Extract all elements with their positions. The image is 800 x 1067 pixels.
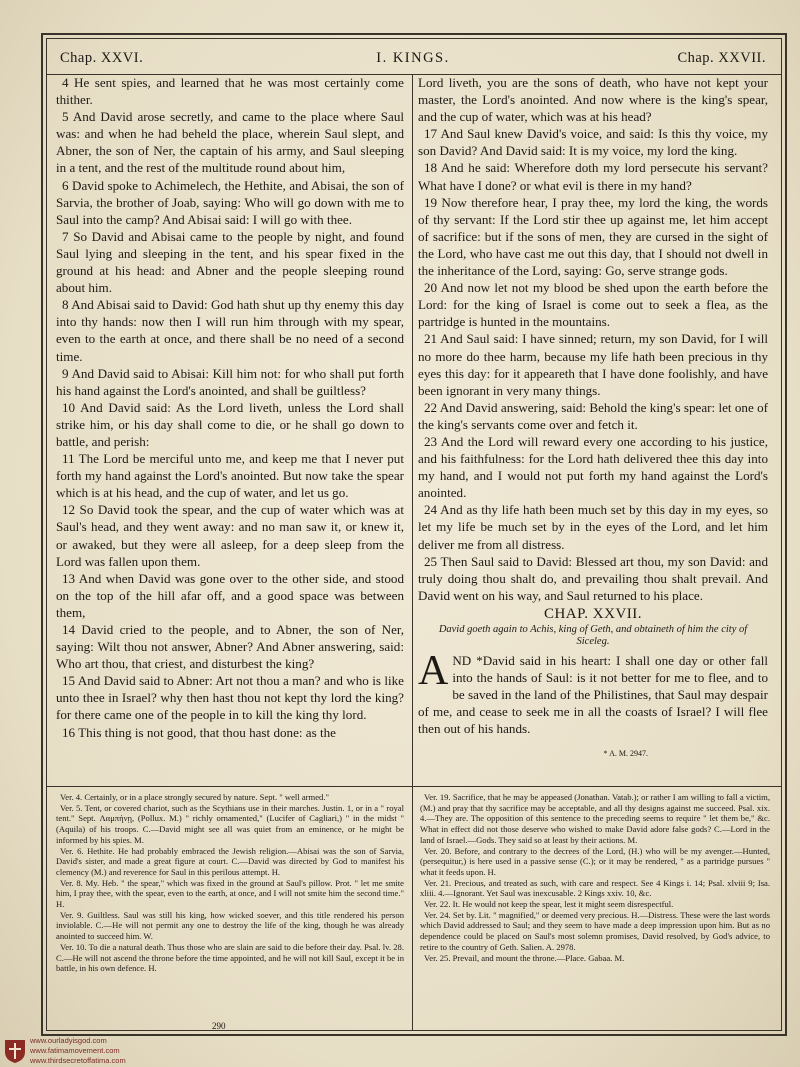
verse: 6 David spoke to Achimelech, the Hethite, and Abisai, the son of Sarvia, the brother of Joab, saying: Who will go down with me to Saul into the camp? And Abisai said: I will go with thee. xyxy=(56,177,404,227)
verse: 17 And Saul knew David's voice, and said: Is this thy voice, my son David? And David said: It is my voice, my lord the king. xyxy=(418,126,768,159)
verse: 25 Then Saul said to David: Blessed art thou, my son David: and truly doing thou shalt do, and prevailing thou shalt prevail. And David went on his way, and Saul returned to his place. xyxy=(418,553,768,603)
note: Ver. 22. It. He would not keep the spear, lest it might seem disrespectful. xyxy=(424,899,674,910)
commentary-notes-right xyxy=(420,792,770,963)
verse: 13 And when David was gone over to the other side, and stood on the top of the hill afar off, and a good space was between them, xyxy=(56,570,404,620)
running-head-right: Chap. XXVII. xyxy=(677,50,766,66)
text-column-left xyxy=(56,74,404,741)
verse-continued: Lord liveth, you are the sons of death, who have not kept your master, the Lord's anointed. And now where is the king's spear, and the cup of water, which was at his head? xyxy=(418,75,768,125)
note: Ver. 4. Certainly, or in a place strongly secured by nature. Sept. " well armed." xyxy=(60,792,329,802)
verse: 23 And the Lord will reward every one according to his justice, and his faithfulness: for the Lord hath delivered thee this day into my hand, and I would not put forth my hand against the Lord's anointed. xyxy=(418,433,768,501)
notes-rule xyxy=(46,786,782,787)
drop-cap: A xyxy=(418,647,449,694)
note: Ver. 20. Before, and contrary to the decrees of the Lord, (H.) who will be my avenger.—Hunted, (persequitur,) is here used in a passive sense (C.); or it may be rendered, " as a partridge pursues " what it feeds upon. H. xyxy=(420,845,770,877)
verse: 8 And Abisai said to David: God hath shut up thy enemy this day into thy hands: now then I will run him through with my spear, even to the earth at once, and there shall be no need of a second time. xyxy=(56,297,404,364)
note: Ver. 19. Sacrifice, that he may be appeased (Jonathan. Vatab.); or rather I am willing to fall a victim, (M.) and pray that thy sacrifice may be acceptable, and all thy designs against me succeed. Psal. xix. 4.—They are. The opposition of this sentence to the preceding seems to require " let them be," &c. What in effect did not those deserve who wished to make David adore false gods? C.—Lord in the land of Israel.—Gods. They said so at least by their actions. M. xyxy=(420,792,770,845)
verse: 18 And he said: Wherefore doth my lord persecute his servant? What have I done? or what evil is there in my hand? xyxy=(418,160,768,193)
verse: 7 So David and Abisai came to the people by night, and found Saul lying and sleeping in the tent, and his spear fixed in the ground at his head: and Abner and the people sleeping round about him. xyxy=(56,228,404,296)
watermark-links xyxy=(30,1036,126,1066)
running-head-book: I. KINGS. xyxy=(376,50,450,66)
verse: 16 This thing is not good, that thou hast done: as the xyxy=(62,724,336,740)
site-watermark xyxy=(2,1034,232,1067)
chapter-first-verse xyxy=(418,647,768,737)
verse: 22 And David answering, said: Behold the king's spear: let one of the king's servants come over and fetch it. xyxy=(418,399,768,432)
verse: 5 And David arose secretly, and came to the place where Saul was: and when he had beheld the place, wherein Saul slept, and Abner, the son of Ner, the captain of his army, and Saul sleeping in a tent, and the rest of the multitude round about him, xyxy=(56,109,404,176)
watermark-link[interactable]: www.fatimamovement.com xyxy=(30,1046,120,1055)
column-divider xyxy=(412,74,413,786)
commentary-notes-left xyxy=(56,792,404,974)
verse: 20 And now let not my blood be shed upon the earth before the Lord: for the king of Israel is come out to seek a flea, as the partridge is hunted in the mountains. xyxy=(418,280,768,330)
verse: 24 And as thy life hath been much set by this day in my eyes, so let my life be much set by in the eyes of the Lord, and let him deliver me from all distress. xyxy=(418,502,768,552)
page-number: 290 xyxy=(212,1021,226,1031)
verse: 14 David cried to the people, and to Abner, the son of Ner, saying: Wilt thou not answer, Abner? And Abner answering, said: Who art thou, that criest, and disturbest the king? xyxy=(56,622,404,672)
note: Ver. 24. Set by. Lit. " magnified," or deemed very precious. H.—Distress. These were the last words which David addressed to Saul; and they seem to have made a deep impression upon him. But as no dependence could be placed on Saul's most solemn promises, David resolved, by God's advice, to retire to the country of Geth. Salien. A. 2978. xyxy=(420,909,770,952)
shield-cross-icon xyxy=(4,1038,26,1064)
note: Ver. 8. My. Heb. " the spear," which was fixed in the ground at Saul's pillow. Prot. " let me smite him, I pray thee, with the spear, even to the earth, at once, and I will not smite him the second time." H. xyxy=(56,877,404,910)
verse: 21 And Saul said: I have sinned; return, my son David, for I will no more do thee harm, because my life hath been precious in thy eyes this day: for it appeareth that I have done foolishly, and have been ignorant in very many things. xyxy=(418,331,768,398)
note: Ver. 5. Tent, or covered chariot, such as the Scythians use in their marches. Justin. 1, or in a " royal tent." Sept. Λαμπήνῃ, (Pollux. M.) " richly ornamented," (Lucifer of Cagliari,) " in the midst " (Aquila) of his troops. C.—David might see all was quiet from an eminence, or he might be informed by his spies. M. xyxy=(56,802,404,845)
running-head-left: Chap. XXVI. xyxy=(60,50,144,66)
text-column-right xyxy=(418,74,768,762)
note: Ver. 9. Guiltless. Saul was still his king, how wicked soever, and this title rendered his person inviolable. C.—He will not permit any one to destroy the life of the king, though he was already anointed to succeed him. W. xyxy=(56,909,404,942)
verse: 11 The Lord be merciful unto me, and keep me that I never put forth my hand against the Lord's anointed. But now take the spear which is at his head, and the cup of water, and let us go. xyxy=(56,451,404,501)
note: Ver. 21. Precious, and treated as such, with care and respect. See 4 Kings i. 14; Psal. xlviii 9; Isa. xliii. 4.—Ignorant. Yet Saul was inexcusable. 2 Kings xxiv. 10, &c. xyxy=(420,877,770,899)
watermark-link[interactable]: www.ourladyisgod.com xyxy=(30,1036,107,1045)
running-head xyxy=(60,50,766,72)
notes-column-divider xyxy=(412,786,413,1031)
chapter-summary: David goeth again to Achis, king of Geth, and obtaineth of him the city of Siceleg. xyxy=(438,623,748,648)
note: Ver. 10. To die a natural death. Thus those who are slain are said to die before their day. Psal. lv. 28. C.—He will not ascend the throne before the time appointed, and he will not kill Saul, except it be in battle, in his own defence. H. xyxy=(56,941,404,974)
note: Ver. 25. Prevail, and mount the throne.—Place. Gabaa. M. xyxy=(424,952,625,963)
verse: 15 And David said to Abner: Art not thou a man? and who is like unto thee in Israel? why then hast thou not kept thy lord the king? for there came one of the people in to kill the king thy lord. xyxy=(56,673,404,723)
date-sidenote: * A. M. 2947. xyxy=(603,749,648,759)
verse: 10 And David said: As the Lord liveth, unless the Lord shall strike him, or his day shall come to die, or he shall go down to battle, and perish: xyxy=(56,399,404,449)
verse: 4 He sent spies, and learned that he was most certainly come thither. xyxy=(56,75,404,108)
note: Ver. 6. Hethite. He had probably embraced the Jewish religion.—Abisai was the son of Sarvia, David's sister, and made a great figure at court. C.—David was directed by God to manifest his clemency (M.) and reverence for Saul in this perilous attempt. H. xyxy=(56,845,404,877)
watermark-link[interactable]: www.thirdsecretoffatima.com xyxy=(30,1056,126,1065)
verse: 12 So David took the spear, and the cup of water which was at Saul's head, and they went away: and no man saw it, or knew it, or awaked, but they were all asleep, for a deep sleep from the Lord was fallen upon them. xyxy=(56,502,404,569)
first-verse-text: ND *David said in his heart: I shall one day or other fall into the hands of Saul: is it not better for me to flee, and to be saved in the land of the Philistines, that Saul may despair of me, and cease to seek me in all the coasts of Israel? I will flee then out of his hands. xyxy=(418,652,768,737)
verse: 9 And David said to Abisai: Kill him not: for who shall put forth his hand against the Lord's anointed, and shall be guiltless? xyxy=(56,365,404,398)
verse: 19 Now therefore hear, I pray thee, my lord the king, the words of thy servant: If the Lord stir thee up against me, let him accept of sacrifice: but if the sons of men, they are cursed in the sight of the Lord, who have cast me out this day, that I should not dwell in the inheritance of the Lord, saying: Go, serve strange gods. xyxy=(418,194,768,279)
chapter-heading: CHAP. XXVII. xyxy=(543,605,643,622)
